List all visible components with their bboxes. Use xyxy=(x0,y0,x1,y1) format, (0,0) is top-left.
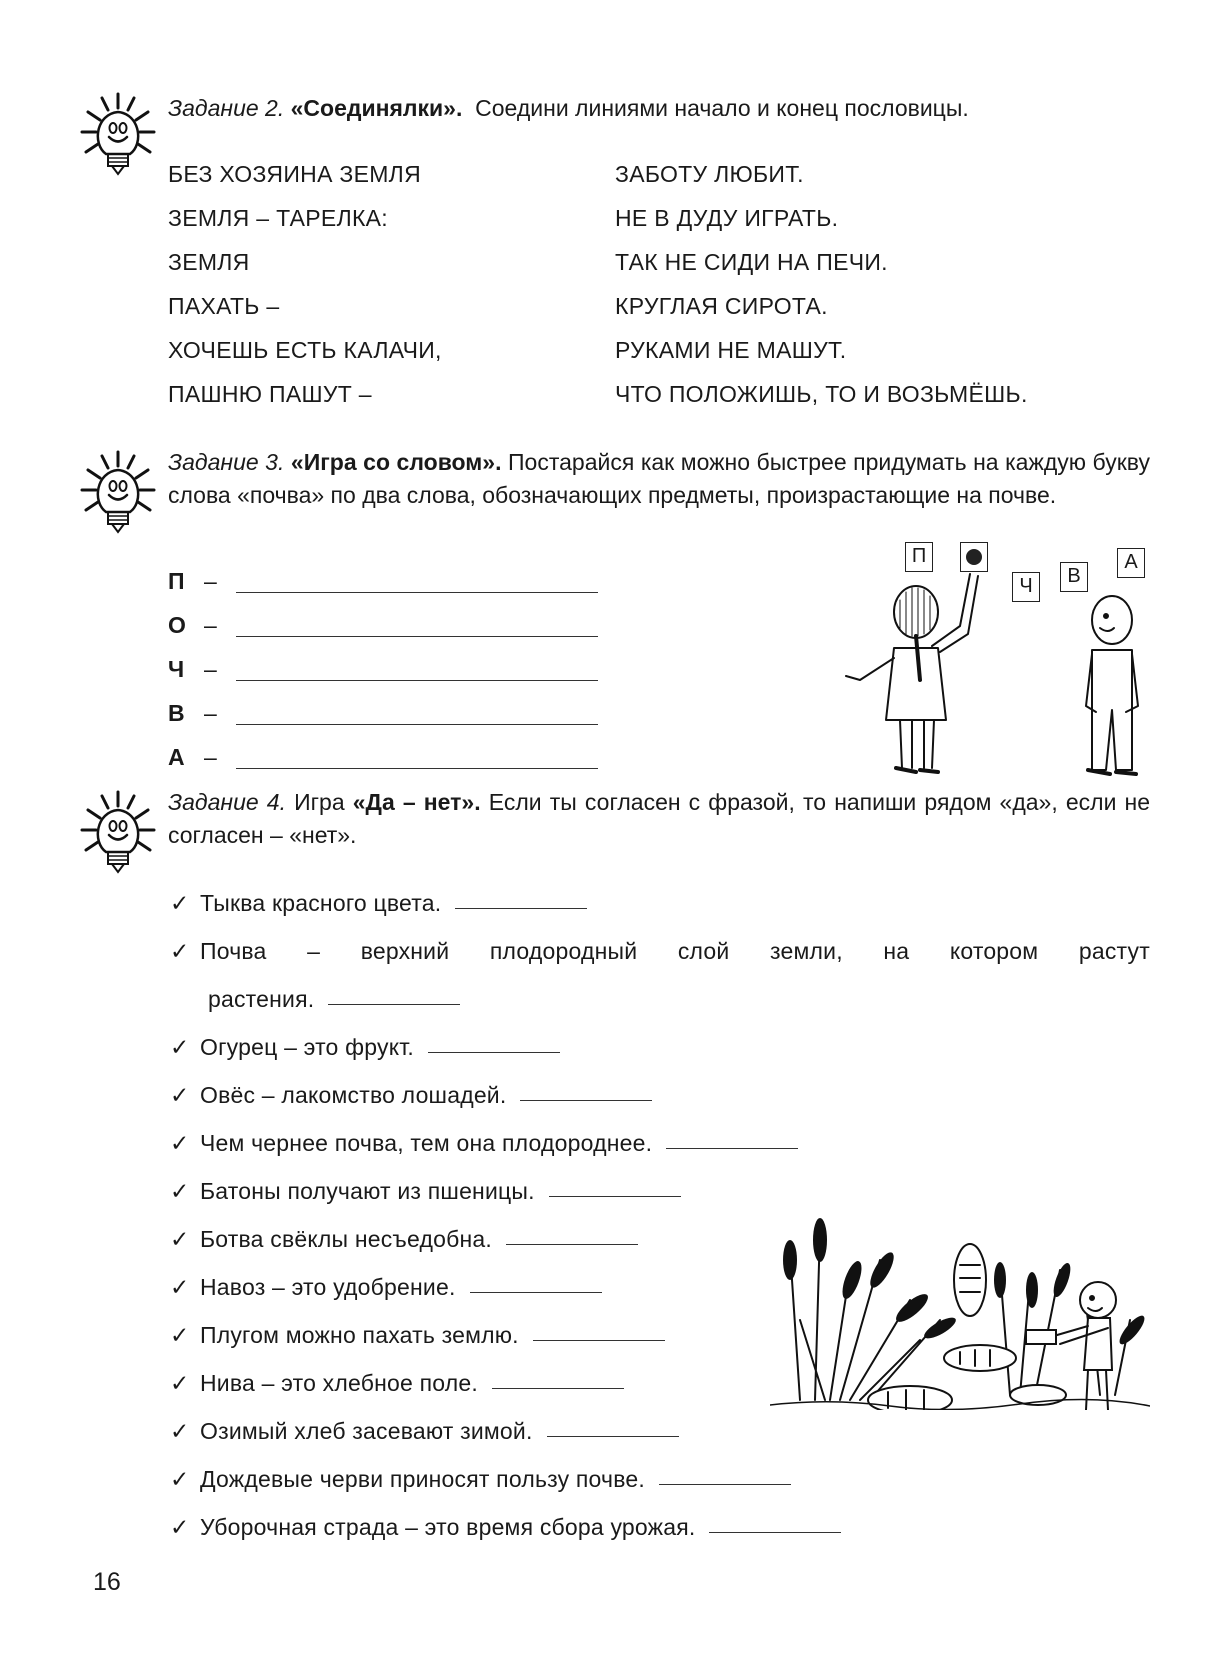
statement-text: Ботва свёклы несъедобна. xyxy=(200,1226,492,1252)
letter-card: П xyxy=(905,542,933,572)
answer-blank[interactable] xyxy=(659,1484,791,1485)
answer-blank[interactable] xyxy=(328,1004,460,1005)
proverb-end[interactable]: ТАК НЕ СИДИ НА ПЕЧИ. xyxy=(615,249,888,275)
statement-text: Навоз – это удобрение. xyxy=(200,1274,456,1300)
task3-label: Задание 3. xyxy=(168,449,285,475)
check-icon: ✓ xyxy=(170,1082,190,1108)
proverb-start[interactable]: БЕЗ ХОЗЯИНА ЗЕМЛЯ xyxy=(168,161,421,187)
answer-blank[interactable] xyxy=(470,1292,602,1293)
letter-card: В xyxy=(1060,562,1088,592)
children-letters-illustration xyxy=(820,530,1160,780)
statement-item xyxy=(170,1322,665,1349)
page-number: 16 xyxy=(93,1568,121,1596)
letter-answer-row xyxy=(168,656,598,696)
answer-blank[interactable] xyxy=(520,1100,652,1101)
lightbulb-icon xyxy=(78,788,158,878)
statement-item xyxy=(170,1034,560,1061)
answer-line[interactable] xyxy=(236,636,598,637)
proverb-end[interactable]: НЕ В ДУДУ ИГРАТЬ. xyxy=(615,205,839,231)
task4-instruction: Если ты согласен с фразой, то напиши рядом «да», если не согласен – «нет». xyxy=(168,789,1151,848)
statement-item xyxy=(170,1130,798,1157)
children-drawing xyxy=(820,530,1160,780)
dash: – xyxy=(204,612,217,638)
proverb-start[interactable]: ПАШНЮ ПАШУТ – xyxy=(168,381,372,407)
check-icon: ✓ xyxy=(170,1130,190,1156)
statement-continuation xyxy=(208,986,460,1013)
dash: – xyxy=(204,744,217,770)
check-icon: ✓ xyxy=(170,1178,190,1204)
statement-text: Тыква красного цвета. xyxy=(200,890,442,916)
check-icon: ✓ xyxy=(170,1274,190,1300)
answer-blank[interactable] xyxy=(506,1244,638,1245)
statement-item xyxy=(170,1466,791,1493)
task4-pre-title: Игра xyxy=(294,789,345,815)
letter-answer-row xyxy=(168,612,598,652)
answer-blank[interactable] xyxy=(709,1532,841,1533)
statement-text: Батоны получают из пшеницы. xyxy=(200,1178,535,1204)
answer-blank[interactable] xyxy=(455,908,587,909)
letter: Ч xyxy=(168,656,185,682)
answer-blank[interactable] xyxy=(533,1340,665,1341)
answer-blank[interactable] xyxy=(428,1052,560,1053)
task2-label: Задание 2. xyxy=(168,95,285,121)
proverb-end[interactable]: ЗАБОТУ ЛЮБИТ. xyxy=(615,161,804,187)
letter: А xyxy=(168,744,185,770)
proverb-start[interactable]: ЗЕМЛЯ xyxy=(168,249,250,275)
statement-item xyxy=(170,1514,841,1541)
statement-item xyxy=(170,1418,679,1445)
letter: П xyxy=(168,568,185,594)
proverb-end[interactable]: ЧТО ПОЛОЖИШЬ, ТО И ВОЗЬМЁШЬ. xyxy=(615,381,1028,407)
dash: – xyxy=(204,656,217,682)
task2-instruction: Соедини линиями начало и конец пословицы. xyxy=(475,95,969,121)
check-icon: ✓ xyxy=(170,1370,190,1396)
statement-text: Почва – верхний плодородный слой земли, на котором растут xyxy=(200,938,1150,964)
statement-text: Огурец – это фрукт. xyxy=(200,1034,414,1060)
check-icon: ✓ xyxy=(170,938,190,964)
check-icon: ✓ xyxy=(170,1322,190,1348)
statement-text: Нива – это хлебное поле. xyxy=(200,1370,478,1396)
check-icon: ✓ xyxy=(170,890,190,916)
statement-text: Чем чернее почва, тем она плодороднее. xyxy=(200,1130,653,1156)
answer-blank[interactable] xyxy=(666,1148,798,1149)
letter: О xyxy=(168,612,186,638)
statement-item xyxy=(170,890,587,917)
answer-blank[interactable] xyxy=(547,1436,679,1437)
check-icon: ✓ xyxy=(170,1514,190,1540)
dash: – xyxy=(204,568,217,594)
letter-answer-row xyxy=(168,700,598,740)
proverb-start[interactable]: ПАХАТЬ – xyxy=(168,293,280,319)
check-icon: ✓ xyxy=(170,1226,190,1252)
letter: В xyxy=(168,700,185,726)
check-icon: ✓ xyxy=(170,1466,190,1492)
statement-item xyxy=(170,1178,681,1205)
task4-header xyxy=(168,786,1150,852)
lightbulb-icon xyxy=(78,448,158,538)
task4-title: «Да – нет». xyxy=(352,789,481,815)
answer-blank[interactable] xyxy=(549,1196,681,1197)
letter-answer-row xyxy=(168,744,598,784)
statement-text: Уборочная страда – это время сбора урожая. xyxy=(200,1514,696,1540)
statement-text: Озимый хлеб засевают зимой. xyxy=(200,1418,533,1444)
statement-text: Дождевые черви приносят пользу почве. xyxy=(200,1466,645,1492)
answer-line[interactable] xyxy=(236,768,598,769)
task2-title: «Соединялки». xyxy=(290,95,463,121)
task3-instruction: Постарайся как можно быстрее придумать на каждую букву слова «почва» по два слова, обозначающих предметы, произрастающие на почве. xyxy=(168,449,1150,508)
statement-item xyxy=(170,1226,638,1253)
lightbulb-icon xyxy=(78,90,158,180)
letter-card: А xyxy=(1117,548,1145,578)
letter-card: Ч xyxy=(1012,572,1040,602)
answer-line[interactable] xyxy=(236,680,598,681)
proverb-end[interactable]: РУКАМИ НЕ МАШУТ. xyxy=(615,337,847,363)
proverb-start[interactable]: ХОЧЕШЬ ЕСТЬ КАЛАЧИ, xyxy=(168,337,442,363)
statement-item xyxy=(170,938,1150,965)
statement-item xyxy=(170,1082,652,1109)
check-icon: ✓ xyxy=(170,1418,190,1444)
task3-title: «Игра со словом». xyxy=(290,449,502,475)
answer-line[interactable] xyxy=(236,724,598,725)
task3-header xyxy=(168,446,1150,512)
check-icon: ✓ xyxy=(170,1034,190,1060)
statement-item xyxy=(170,1274,602,1301)
statement-text: Плугом можно пахать землю. xyxy=(200,1322,519,1348)
wheat-field-illustration xyxy=(770,1210,1150,1410)
statement-text: Овёс – лакомство лошадей. xyxy=(200,1082,507,1108)
task4-label: Задание 4. xyxy=(168,789,286,815)
proverb-end[interactable]: КРУГЛАЯ СИРОТА. xyxy=(615,293,828,319)
answer-blank[interactable] xyxy=(492,1388,624,1389)
proverb-start[interactable]: ЗЕМЛЯ – ТАРЕЛКА: xyxy=(168,205,388,231)
dash: – xyxy=(204,700,217,726)
letter-answer-row xyxy=(168,568,598,608)
task2-header xyxy=(168,92,1150,125)
statement-text: растения. xyxy=(208,986,315,1012)
answer-line[interactable] xyxy=(236,592,598,593)
statement-item xyxy=(170,1370,624,1397)
